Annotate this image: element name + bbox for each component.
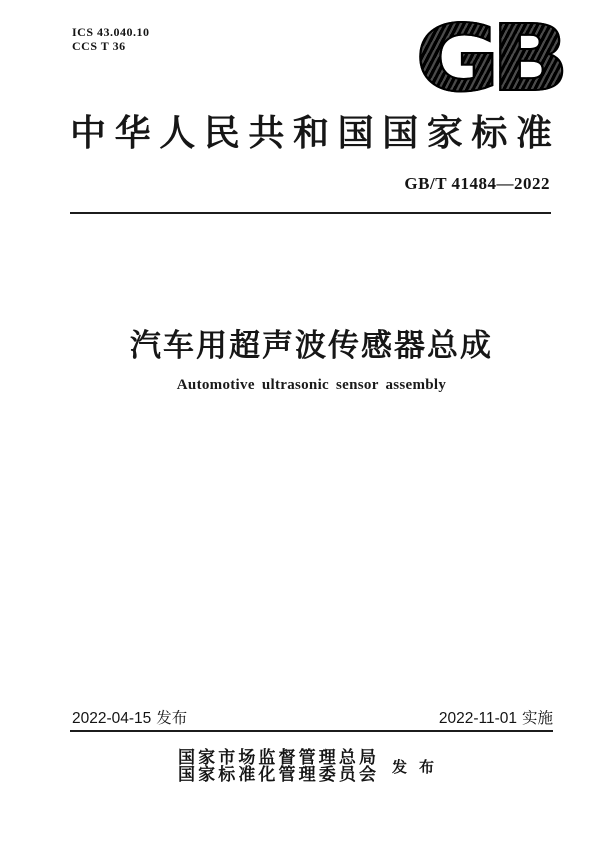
issue-date-value: 2022-04-15 (72, 710, 152, 727)
publisher-line-2: 国家标准化管理委员会 (177, 765, 376, 784)
ccs-code: CCS T 36 (72, 39, 126, 53)
issue-date-label: 发布 (156, 710, 188, 727)
classification-codes (72, 25, 150, 53)
issue-date (72, 706, 187, 728)
standard-number: GB/T 41484—2022 (404, 174, 550, 193)
page-title: 中华人民共和国国家标准 (70, 113, 552, 153)
publisher-block (24, 749, 600, 783)
implement-date-value: 2022-11-01 (438, 710, 517, 727)
implement-date (439, 706, 553, 728)
ics-code: ICS 43.040.10 (72, 25, 150, 39)
header-divider (70, 212, 551, 214)
gb-logo-text: GB (414, 5, 561, 112)
publisher-names (178, 749, 376, 783)
footer-divider (70, 730, 553, 732)
date-row (72, 706, 553, 728)
document-title: 汽车用超声波传感器总成 (130, 328, 493, 363)
publish-label: 发布 (391, 759, 446, 776)
implement-date-label: 实施 (521, 710, 553, 727)
publisher-line-1: 国家市场监督管理总局 (177, 748, 376, 767)
document-title-english: Automotive ultrasonic sensor assembly (176, 377, 447, 393)
gb-logo (400, 5, 575, 112)
